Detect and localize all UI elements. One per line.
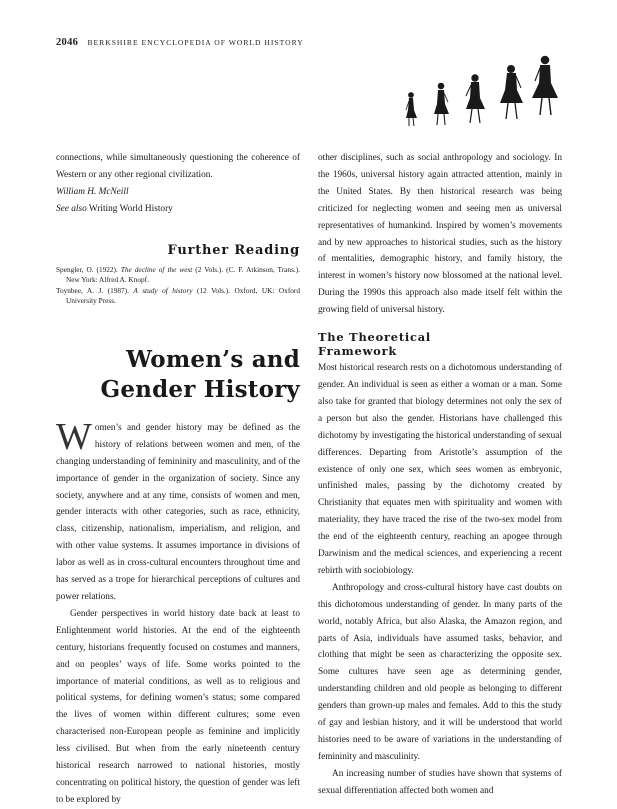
- see-also-label: See also: [56, 203, 87, 214]
- reference-item: Spengler, O. (1922). The decline of the west (2 Vols.). (C. F. Atkinson, Trans.). New York: Alfred A. Knopf.: [56, 264, 300, 285]
- author-signature: William H. McNeill: [56, 186, 129, 197]
- see-also: [56, 201, 300, 218]
- drop-cap: W: [56, 415, 92, 458]
- body-paragraph: other disciplines, such as social anthropology and sociology. In the 1960s, universal history again attracted attention, mainly in the United States. By then historical research was being criticized for neglecting women and seeing men as universal representatives of humankind. Inspired by women’s movements and by new approaches to historical studies, such as the history of mentalities, demographic history, and family history, the interest in women’s history now blossomed at the national level. During the 1990s this approach also made itself felt within the growing field of universal history.: [318, 153, 562, 316]
- silhouette-figure-3: [466, 75, 485, 123]
- further-reading-heading: Further Reading: [167, 242, 300, 258]
- body-paragraph: Most historical research rests on a dichotomous understanding of gender. An individual is seen as either a woman or a man. Some also take for granted that biology determines not only the sex of a person but also the gender. Historians have challenged this dichotomy by investigating the historical understanding of sexual differences. Departing from Aristotle’s assumption of the existence of only one sex, which sees women as embryonic, unfinished males, passing by the dichotomy created by Christianity that equates men with spirituality and women with materiality, they have traced the rise of the two-sex model from the end of the eighteenth century, reaching an apogee through Darwinism and the medical sciences, and experiencing a recent rebirth with sociobiology.: [318, 363, 562, 576]
- silhouette-figure-1: [406, 93, 417, 126]
- body-paragraph: Gender perspectives in world history date back at least to Enlightenment world histories. At the end of the eighteenth century, historians frequently focused on costumes and manners, and on peoples’ ways of life. Some works pointed to the importance of material conditions, as well as to religious and political systems, for defining women’s status; some compared the lives of women within different cultures; some even characterised non-European people as feminine and implicitly less civilised. But when from the early nineteenth century historical research narrowed to national histories, mostly concentrating on political history, the question of gender was left to be explored by: [56, 608, 300, 805]
- continuation-paragraph: connections, while simultaneously questioning the coherence of Western or any other regional civilization.: [56, 153, 300, 180]
- running-head: [56, 37, 304, 48]
- section-heading: The Theoretical Framework: [318, 330, 432, 359]
- see-also-link[interactable]: Writing World History: [88, 203, 173, 214]
- body-paragraph: An increasing number of studies have shown that systems of sexual differentiation affected both women and: [318, 768, 562, 796]
- left-column: [56, 150, 300, 809]
- silhouette-figure-2: [434, 83, 449, 125]
- page-number: 2046: [56, 37, 79, 48]
- silhouette-figure-4: [500, 66, 523, 120]
- right-column: [318, 150, 562, 800]
- article-title: Women’s and Gender History: [100, 345, 300, 403]
- women-silhouettes-illustration: [398, 48, 563, 134]
- silhouette-figure-5: [532, 56, 558, 115]
- body-paragraph: Anthropology and cross-cultural history have cast doubts on this dichotomous understanding of gender. In many parts of the world, notably Africa, but also Alaska, the Amazon region, and parts of Asia, individuals have assumed tasks, behavior, and clothing that might be seen as characterizing the opposite sex. Some cultures have seen age as determining gender, understanding children and old people as belonging to different genders than grown-up males and females. Add to this the study of gay and lesbian history, and it will be understood that world histories need to be aware of variations in the understanding of femininity and masculinity.: [318, 582, 562, 762]
- reference-item: Toynbee, A. J. (1987). A study of history (12 Vols.). Oxford, UK: Oxford University Press.: [56, 285, 300, 306]
- running-head-title: BERKSHIRE ENCYCLOPEDIA OF WORLD HISTORY: [87, 38, 304, 47]
- intro-paragraph: Women’s and gender history may be defined as the history of relations between women and men, of the changing understanding of femininity and masculinity, and of the importance of gender in the organization of society. Since any society, anywhere and at any time, consists of women and men, gender interacts with other categories, such as race, ethnicity, class, citizenship, nationalism, imperialism, and religion, and with other value systems. It assumes importance in divisions of labor as well as in cross-cultural encounters throughout time and has served as a trope for hierarchical perceptions of cultures and power relations.: [56, 415, 300, 602]
